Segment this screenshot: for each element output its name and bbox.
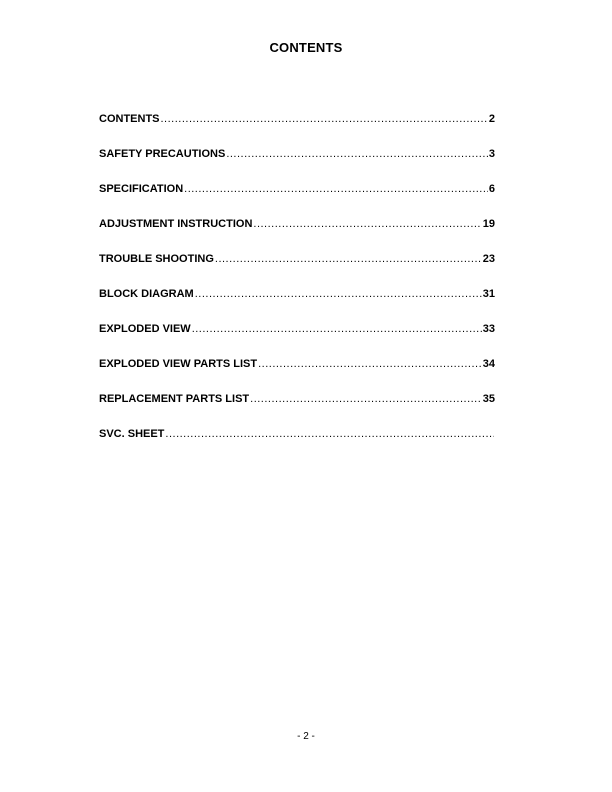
toc-dot-leader <box>215 253 482 265</box>
toc-dot-leader <box>258 358 482 370</box>
toc-entry-title: EXPLODED VIEW <box>99 323 191 335</box>
toc-entry-title: ADJUSTMENT INSTRUCTION <box>99 218 253 230</box>
toc-entry-page: 23 <box>482 253 495 265</box>
toc-entry-page: 34 <box>482 358 495 370</box>
toc-dot-leader <box>253 218 481 230</box>
toc-entry-title: SAFETY PRECAUTIONS <box>99 148 226 160</box>
toc-dot-leader <box>192 323 482 335</box>
table-of-contents <box>99 113 495 463</box>
toc-entry-page: 3 <box>488 148 495 160</box>
toc-entry-title: TROUBLE SHOOTING <box>99 253 214 265</box>
toc-entry <box>99 428 495 463</box>
toc-entry <box>99 393 495 428</box>
toc-dot-leader <box>184 183 488 195</box>
toc-entry <box>99 113 495 148</box>
toc-dot-leader <box>161 113 488 125</box>
toc-entry-page: 33 <box>482 323 495 335</box>
toc-entry <box>99 358 495 393</box>
toc-entry-page: 6 <box>488 183 495 195</box>
toc-entry-page: 2 <box>488 113 495 125</box>
page-number: - 2 - <box>297 731 315 742</box>
toc-entry-title: SPECIFICATION <box>99 183 184 195</box>
toc-entry-title: EXPLODED VIEW PARTS LIST <box>99 358 258 370</box>
page-title: CONTENTS <box>269 40 343 55</box>
toc-entry <box>99 148 495 183</box>
toc-dot-leader <box>165 428 494 440</box>
toc-entry <box>99 323 495 358</box>
toc-dot-leader <box>226 148 488 160</box>
toc-entry-title: CONTENTS <box>99 113 160 125</box>
toc-dot-leader <box>250 393 482 405</box>
toc-entry-title: SVC. SHEET <box>99 428 165 440</box>
toc-entry-page: 35 <box>482 393 495 405</box>
toc-entry <box>99 288 495 323</box>
toc-entry <box>99 253 495 288</box>
toc-entry-page: 31 <box>482 288 495 300</box>
toc-entry <box>99 218 495 253</box>
toc-entry <box>99 183 495 218</box>
toc-dot-leader <box>195 288 482 300</box>
toc-entry-title: BLOCK DIAGRAM <box>99 288 194 300</box>
toc-entry-title: REPLACEMENT PARTS LIST <box>99 393 250 405</box>
toc-entry-page: 19 <box>482 218 495 230</box>
